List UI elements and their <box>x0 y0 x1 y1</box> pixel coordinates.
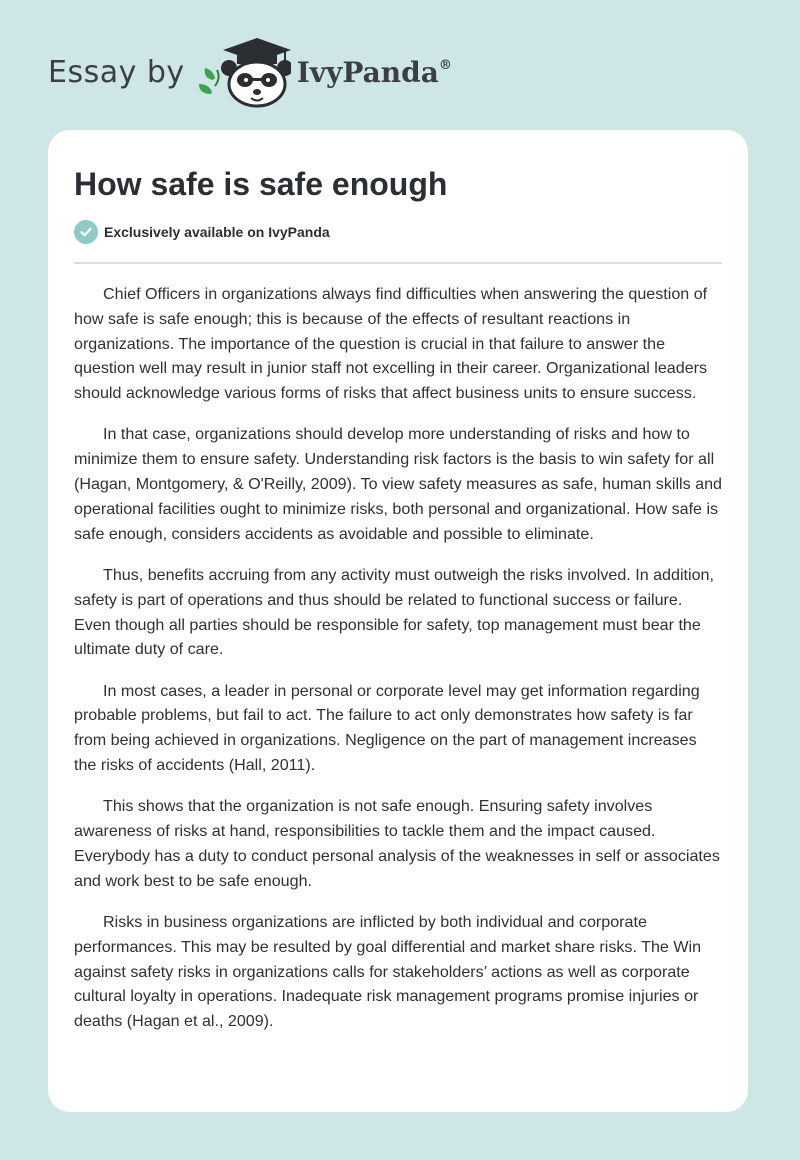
site-header <box>48 36 748 108</box>
divider <box>74 262 722 264</box>
essay-card <box>48 130 748 1112</box>
registered-mark: ® <box>438 57 452 73</box>
panda-logo-icon[interactable] <box>199 36 291 108</box>
brand-name[interactable] <box>297 56 452 89</box>
essay-paragraph: In that case, organizations should develop more understanding of risks and how to minimize them to ensure safety. Understanding risk factors is the basis to win safety for all (Hagan, Montgomery, & O'Reilly, 2009). To view safety measures as safe, human skills and operational facilities ought to minimize risks, both personal and organizational. How safe is safe enough, considers accidents as avoidable and possible to eliminate. <box>74 425 722 543</box>
essay-paragraph: Risks in business organizations are inflicted by both individual and corporate performances. This may be resulted by goal differential and market share risks. The Win against safety risks in organizations calls for stakeholders’ actions as well as corporate cultural loyalty in operations. Inadequate risk management programs promise injuries or deaths (Hagan et al., 2009). <box>74 913 702 1031</box>
essay-paragraph: Chief Officers in organizations always find difficulties when answering the question of how safe is safe enough; this is because of the effects of resultant reactions in organizations. The importance of the question is crucial in that failure to answer the question well may result in junior staff not excelling in their career. Organizational leaders should acknowledge various forms of risks that affect business units to ensure success. <box>74 285 708 403</box>
essay-body <box>74 282 722 1034</box>
essay-paragraph: This shows that the organization is not safe enough. Ensuring safety involves awareness of risks at hand, responsibilities to tackle them and the impact caused. Everybody has a duty to conduct personal analysis of the weaknesses in self or associates and work best to be safe enough. <box>74 797 720 890</box>
essay-paragraph: Thus, benefits accruing from any activity must outweigh the risks involved. In addition, safety is part of operations and thus should be related to functional success or failure. Even though all parties should be responsible for safety, top management must bear the ultimate duty of care. <box>74 565 714 659</box>
essay-paragraph: In most cases, a leader in personal or corporate level may get information regarding probable problems, but fail to act. The failure to act only demonstrates how safety is far from being achieved in organizations. Negligence on the part of management increases the risks of accidents (Hall, 2011). <box>74 681 700 775</box>
check-icon <box>74 220 98 244</box>
brand-name-text: IvyPanda <box>296 55 439 89</box>
essay-by-label: Essay by <box>48 54 185 90</box>
essay-title: How safe is safe enough <box>74 166 448 202</box>
exclusive-badge <box>74 218 722 246</box>
exclusive-badge-text: Exclusively available on IvyPanda <box>104 224 330 240</box>
